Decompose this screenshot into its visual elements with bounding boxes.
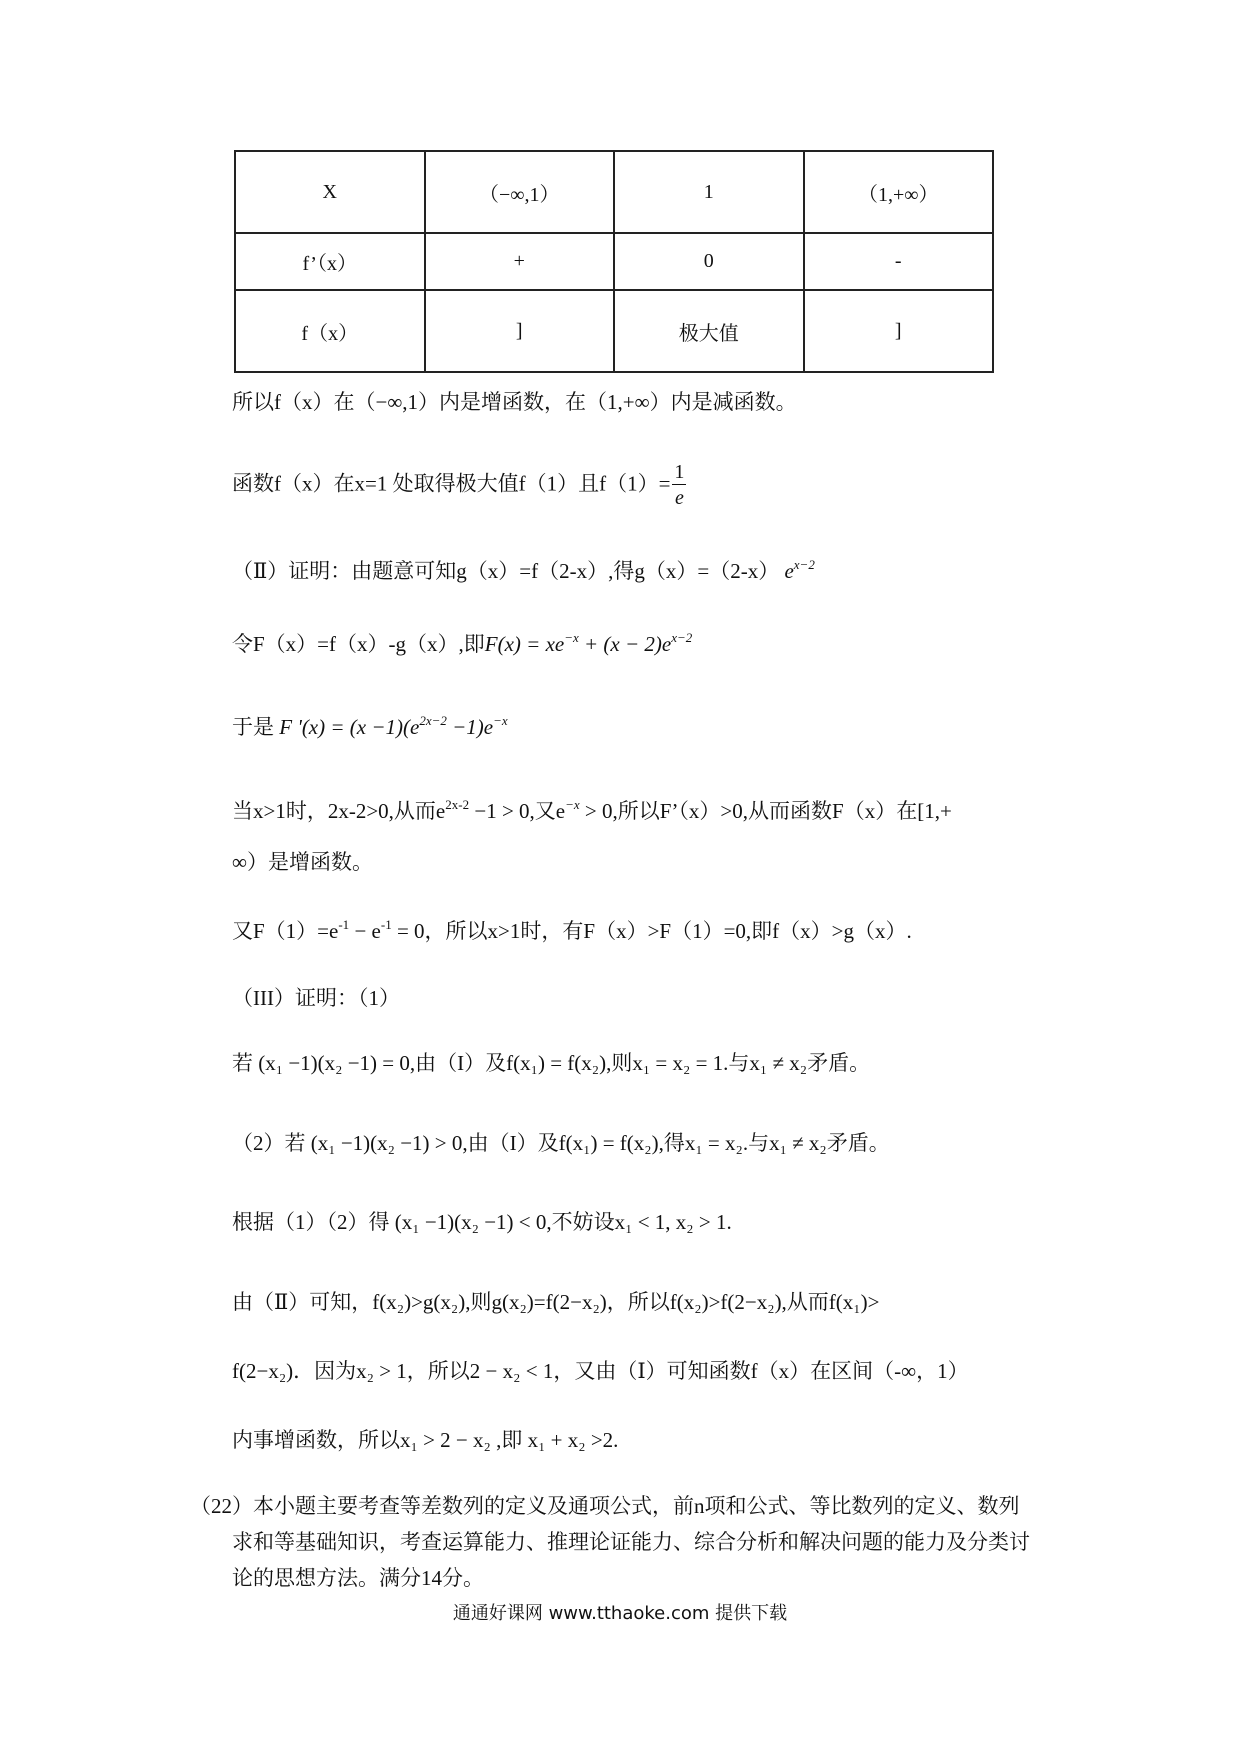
math-expr: F '(x) = (x −1)(e (279, 715, 420, 739)
math-expr: F(x) = xe (484, 632, 565, 656)
math-expr: −1)e (446, 715, 494, 739)
text-line-since-x2: f(2−x₂)．因为x₂ > 1，所以2 − x₂ < 1，又由（Ⅰ）可知函数f（x）在区间（-∞，1） (232, 1359, 969, 1383)
math-superscript: -1 (380, 917, 392, 932)
table-cell: （1,+∞） (804, 151, 994, 233)
table-cell: f（x） (235, 290, 425, 372)
text-span: > 0,所以F’（x）>0,从而函数F（x）在[1,+ (579, 799, 952, 823)
text-line-conclusion-cases: 根据（1）（2）得 (x₁ −1)(x₂ −1) < 0,不妨设x₁ < 1, x₂ > 1. (232, 1210, 732, 1234)
section-22-line: 论的思想方法。满分14分。 (232, 1566, 484, 1590)
text-line-part3-heading: （III）证明：（1） (232, 986, 400, 1010)
fraction-numerator: 1 (674, 461, 685, 483)
text-line-case2: （2）若 (x₁ −1)(x₂ −1) > 0,由（I）及f(x₁) = f(x₂),得x₁ = x₂.与x₁ ≠ x₂矛盾。 (232, 1131, 890, 1155)
math-superscript: −x (493, 713, 508, 728)
text-span: −1 > 0,又e (469, 799, 566, 823)
math-expr: + (x − 2)e (578, 632, 672, 656)
text-line-part2-proof (232, 555, 815, 585)
text-span: = 0，所以x>1时，有F（x）>F（1）=0,即f（x）>g（x）. (391, 919, 912, 943)
text-line-define-F (232, 628, 692, 658)
table-cell: 0 (614, 233, 804, 290)
variation-table (234, 150, 994, 373)
text-line-max-value (232, 460, 686, 511)
table-cell: ] (425, 290, 615, 372)
table-cell: - (804, 233, 994, 290)
table-cell: f’（x） (235, 233, 425, 290)
fraction (672, 460, 686, 511)
section-22-intro (190, 1488, 1060, 1596)
math-superscript: 2x−2 (419, 713, 447, 728)
text-line-final-result: 内事增函数，所以x₁ > 2 − x₂ ,即 x₁ + x₂ >2. (232, 1428, 619, 1452)
table-row (235, 151, 993, 233)
fraction-denominator: e (674, 487, 684, 509)
math-expr: e (784, 559, 794, 583)
math-superscript: x−2 (793, 557, 815, 572)
table-row (235, 290, 993, 372)
math-superscript: x−2 (671, 630, 693, 645)
math-superscript: −x (565, 797, 580, 812)
table-row (235, 233, 993, 290)
text-line-from-part2: 由（Ⅱ）可知，f(x₂)>g(x₂),则g(x₂)=f(2−x₂)，所以f(x₂)>f(2−x₂),从而f(x₁)> (232, 1290, 880, 1314)
text-span: 令F（x）=f（x）-g（x）,即 (232, 632, 485, 656)
table-cell: 1 (614, 151, 804, 233)
text-line-F1-zero (232, 915, 912, 945)
text-span: − e (349, 919, 381, 943)
math-superscript: −x (564, 630, 579, 645)
text-span: 于是 (232, 715, 274, 739)
section-22-line: 求和等基础知识，考查运算能力、推理论证能力、综合分析和解决问题的能力及分类讨 (232, 1530, 1030, 1554)
text-line-derivative-F (232, 711, 508, 741)
math-superscript: -1 (338, 917, 350, 932)
text-line-increasing-proof (232, 795, 952, 825)
text-line-monotonicity: 所以f（x）在（−∞,1）内是增函数，在（1,+∞）内是减函数。 (232, 390, 797, 414)
text-span: 函数f（x）在x=1 处取得极大值f（1）且f（1）= (232, 471, 671, 496)
page-footer: 通通好课网 www.tthaoke.com 提供下载 (452, 1603, 788, 1624)
table-cell: + (425, 233, 615, 290)
math-superscript: 2x-2 (445, 797, 470, 812)
text-line-increasing-cont: ∞）是增函数。 (232, 850, 373, 874)
section-22-line: （22）本小题主要考查等差数列的定义及通项公式，前n项和公式、等比数列的定义、数列 (190, 1494, 1020, 1518)
table-cell: 极大值 (614, 290, 804, 372)
text-span: 当x>1时，2x-2>0,从而e (232, 799, 446, 823)
table-cell: X (235, 151, 425, 233)
table-cell: （−∞,1） (425, 151, 615, 233)
table-cell: ] (804, 290, 994, 372)
text-span: 又F（1）=e (232, 919, 339, 943)
text-span: （Ⅱ）证明：由题意可知g（x）=f（2-x）,得g（x）=（2-x） (232, 559, 780, 583)
text-line-case1: 若 (x₁ −1)(x₂ −1) = 0,由（I）及f(x₁) = f(x₂),则x₁ = x₂ = 1.与x₁ ≠ x₂矛盾。 (232, 1051, 871, 1075)
